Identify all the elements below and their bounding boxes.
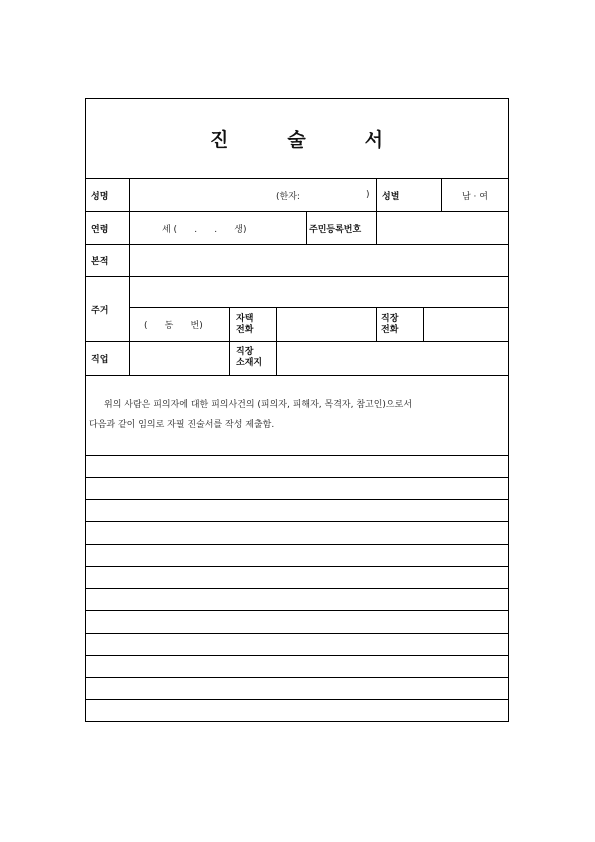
home-phone-label-2: 전화 — [236, 325, 254, 335]
work-phone-label-1: 직장 — [381, 314, 399, 324]
address-label: 주거 — [91, 305, 109, 316]
gender-label: 성별 — [382, 191, 400, 202]
job-field[interactable] — [130, 342, 229, 375]
gender-field[interactable]: 남 · 여 — [462, 191, 488, 202]
address-field[interactable] — [130, 277, 508, 307]
hanja-field[interactable] — [314, 179, 364, 211]
title-char-3: 서 — [364, 128, 385, 151]
form-title — [86, 99, 508, 177]
statement-text — [86, 395, 508, 439]
age-label: 연령 — [91, 224, 109, 235]
home-phone-label-1: 자택 — [236, 314, 254, 324]
work-phone-field[interactable] — [424, 308, 508, 341]
statement-line-1: 위의 사람은 피의자에 대한 피의사건의 (피의자, 피해자, 목격자, 참고인)으로서 — [104, 400, 413, 410]
work-addr-label-2: 소재지 — [236, 358, 263, 368]
dong-field[interactable]: ( 동 번) — [144, 321, 203, 331]
age-field[interactable]: 세 ( . . 생) — [162, 224, 247, 235]
rrn-label: 주민등록번호 — [309, 224, 362, 235]
job-label: 직업 — [91, 355, 109, 365]
work-phone-label — [377, 308, 423, 341]
hanja-label: (한자: — [276, 191, 300, 202]
home-phone-label — [230, 308, 276, 341]
origin-field[interactable] — [130, 245, 508, 276]
origin-label: 본적 — [91, 257, 109, 267]
writing-area[interactable] — [86, 456, 508, 721]
rrn-field[interactable] — [377, 212, 508, 244]
work-phone-label-2: 전화 — [381, 325, 399, 335]
statement-line-2: 다음과 같이 임의로 자필 진술서를 작성 제출함. — [89, 420, 275, 430]
home-phone-field[interactable] — [277, 308, 376, 341]
work-addr-label-1: 직장 — [236, 347, 254, 357]
work-addr-field[interactable] — [277, 342, 508, 375]
name-label: 성명 — [91, 191, 109, 202]
title-char-2: 술 — [287, 128, 307, 151]
title-char-1: 진 — [209, 128, 230, 151]
rule — [86, 375, 508, 376]
statement-form — [85, 98, 509, 722]
hanja-close: ) — [366, 190, 370, 200]
name-field[interactable] — [130, 179, 270, 211]
work-addr-label — [230, 342, 276, 375]
